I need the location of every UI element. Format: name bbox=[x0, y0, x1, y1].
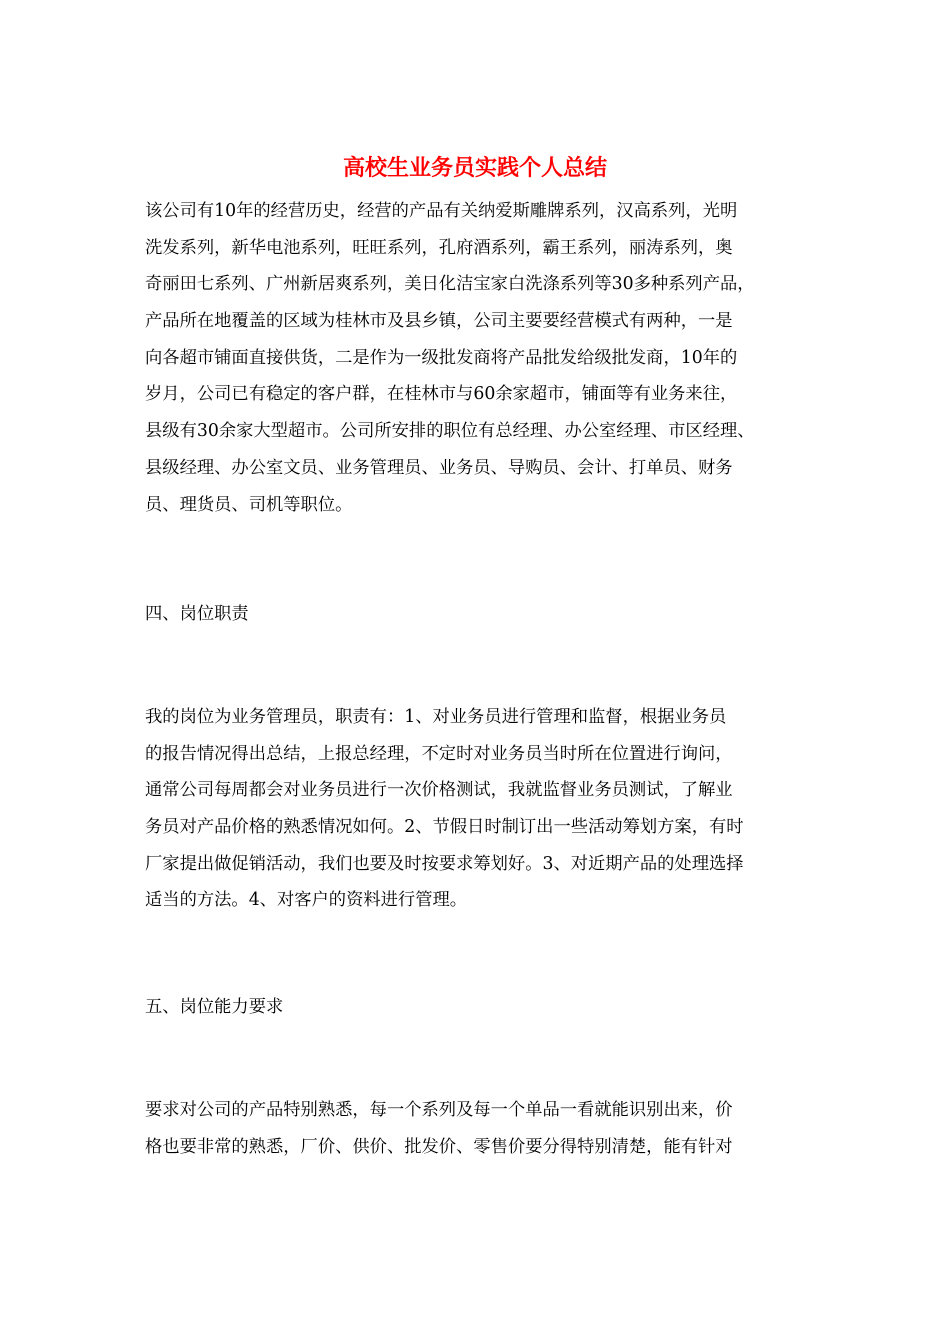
text-line: 适当的方法。4、对客户的资料进行管理。 bbox=[145, 890, 468, 911]
text-line: 通常公司每周都会对业务员进行一次价格测试，我就监督业务员测试，了解业 bbox=[145, 780, 733, 801]
text-line: 务员对产品价格的熟悉情况如何。2、节假日时制订出一些活动筹划方案，有时 bbox=[145, 817, 744, 838]
text-line: 县级有30余家大型超市。公司所安排的职位有总经理、办公室经理、市区经理、 bbox=[145, 421, 755, 442]
requirements-paragraph bbox=[145, 1092, 815, 1165]
section-heading-requirements: 五、岗位能力要求 bbox=[145, 997, 284, 1017]
text-line: 要求对公司的产品特别熟悉，每一个系列及每一个单品一看就能识别出来，价 bbox=[145, 1100, 733, 1120]
text-line: 岁月，公司已有稳定的客户群，在桂林市与60余家超市，铺面等有业务来往， bbox=[145, 384, 738, 405]
text-line: 向各超市铺面直接供货，二是作为一级批发商将产品批发给级批发商，10年的 bbox=[145, 347, 738, 368]
text-line: 奇丽田七系列、广州新居爽系列，美日化洁宝家白洗涤系列等30多种系列产品， bbox=[145, 274, 755, 295]
text-line: 的报告情况得出总结，上报总经理，不定时对业务员当时所在位置进行询问， bbox=[145, 743, 733, 764]
text-line: 我的岗位为业务管理员，职责有：1、对业务员进行管理和监督，根据业务员 bbox=[145, 707, 727, 727]
text-line: 员、理货员、司机等职位。 bbox=[145, 494, 353, 515]
section-heading-duties: 四、岗位职责 bbox=[145, 604, 249, 624]
text-line: 洗发系列，新华电池系列，旺旺系列，孔府酒系列，霸王系列，丽涛系列，奥 bbox=[145, 237, 733, 258]
intro-paragraph bbox=[145, 193, 815, 523]
text-line: 产品所在地覆盖的区域为桂林市及县乡镇，公司主要要经营模式有两种，一是 bbox=[145, 311, 733, 332]
text-line: 厂家提出做促销活动，我们也要及时按要求筹划好。3、对近期产品的处理选择 bbox=[145, 853, 744, 874]
duties-paragraph bbox=[145, 699, 815, 919]
text-line: 该公司有10年的经营历史，经营的产品有关纳爱斯雕牌系列，汉高系列，光明 bbox=[145, 201, 738, 221]
document-title: 高校生业务员实践个人总结 bbox=[342, 155, 607, 181]
text-line: 县级经理、办公室文员、业务管理员、业务员、导购员、会计、打单员、财务 bbox=[145, 457, 733, 478]
text-line: 格也要非常的熟悉，厂价、供价、批发价、零售价要分得特别清楚，能有针对 bbox=[145, 1136, 733, 1157]
